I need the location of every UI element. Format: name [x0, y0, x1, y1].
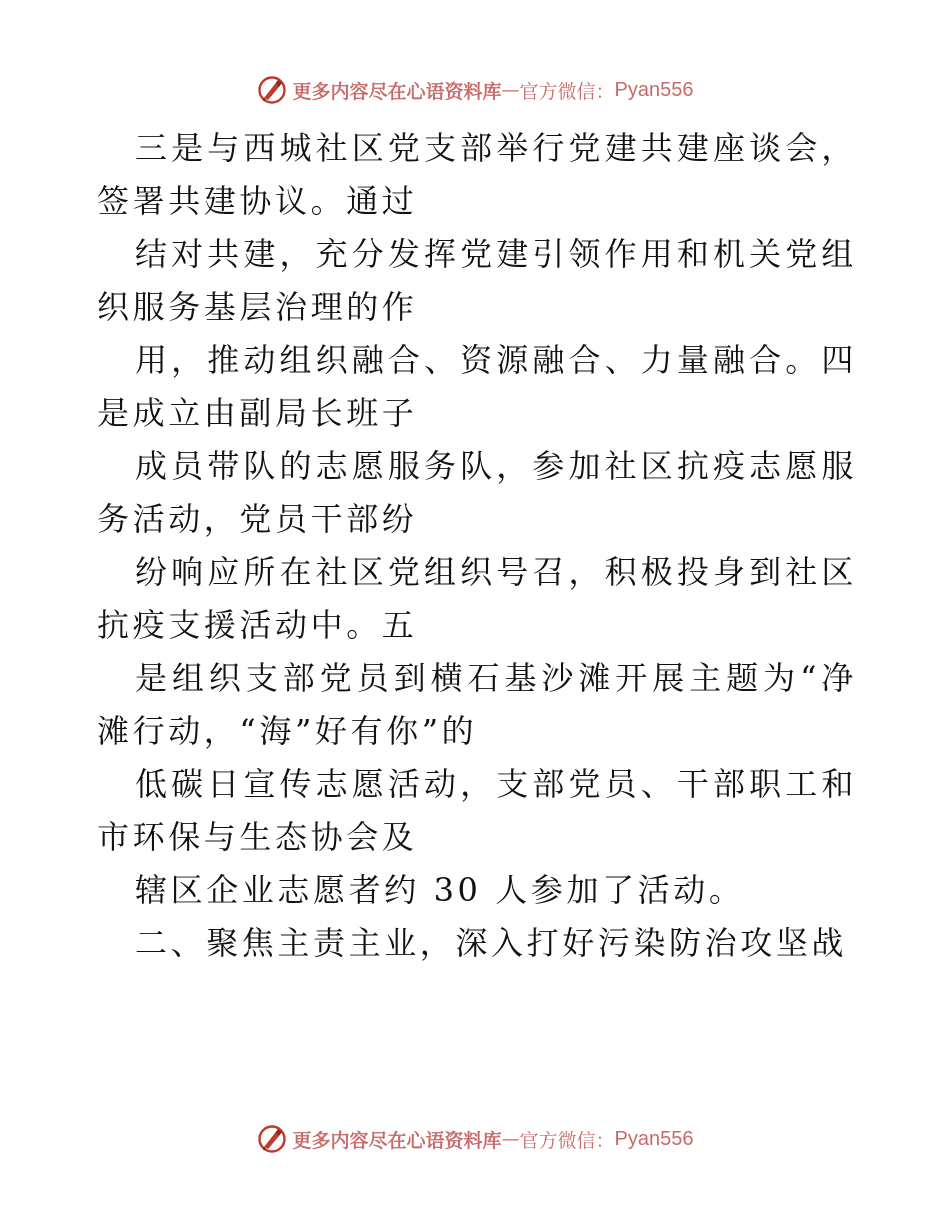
header-dash: —: [501, 79, 520, 101]
footer-wechat-id: Pyan556: [614, 1127, 694, 1150]
footer-wechat-label: 官方微信：: [519, 1129, 615, 1152]
header-wechat-id: Pyan556: [614, 78, 694, 101]
header-brand-text: 更多内容尽在心语资料库: [292, 80, 502, 103]
document-body: [97, 122, 857, 970]
footer-dash: —: [501, 1128, 520, 1150]
paragraph: 纷响应所在社区党组织号召，积极投身到社区抗疫支援活动中。五: [97, 553, 857, 644]
paragraph: 是组织支部党员到横石基沙滩开展主题为“净滩行动，“海”好有你”的: [97, 659, 857, 750]
footer-banner[interactable]: [0, 1119, 950, 1159]
section-heading: 二、聚焦主责主业，深入打好污染防治攻坚战: [135, 924, 848, 962]
paragraph: 辖区企业志愿者约 30 人参加了活动。: [135, 871, 745, 909]
paragraph: 低碳日宣传志愿活动，支部党员、干部职工和市环保与生态协会及: [97, 765, 857, 856]
pen-circle-logo-icon: [257, 75, 287, 105]
header-wechat-label: 官方微信：: [519, 80, 615, 103]
paragraph: 成员带队的志愿服务队，参加社区抗疫志愿服务活动，党员干部纷: [97, 447, 857, 538]
paragraph: 三是与西城社区党支部举行党建共建座谈会，签署共建协议。通过: [97, 129, 857, 220]
paragraph: 结对共建，充分发挥党建引领作用和机关党组织服务基层治理的作: [97, 235, 857, 326]
paragraph: 用，推动组织融合、资源融合、力量融合。四是成立由副局长班子: [97, 341, 857, 432]
footer-brand-text: 更多内容尽在心语资料库: [292, 1129, 502, 1152]
pen-circle-logo-icon: [257, 1124, 287, 1154]
header-banner[interactable]: [0, 70, 950, 110]
